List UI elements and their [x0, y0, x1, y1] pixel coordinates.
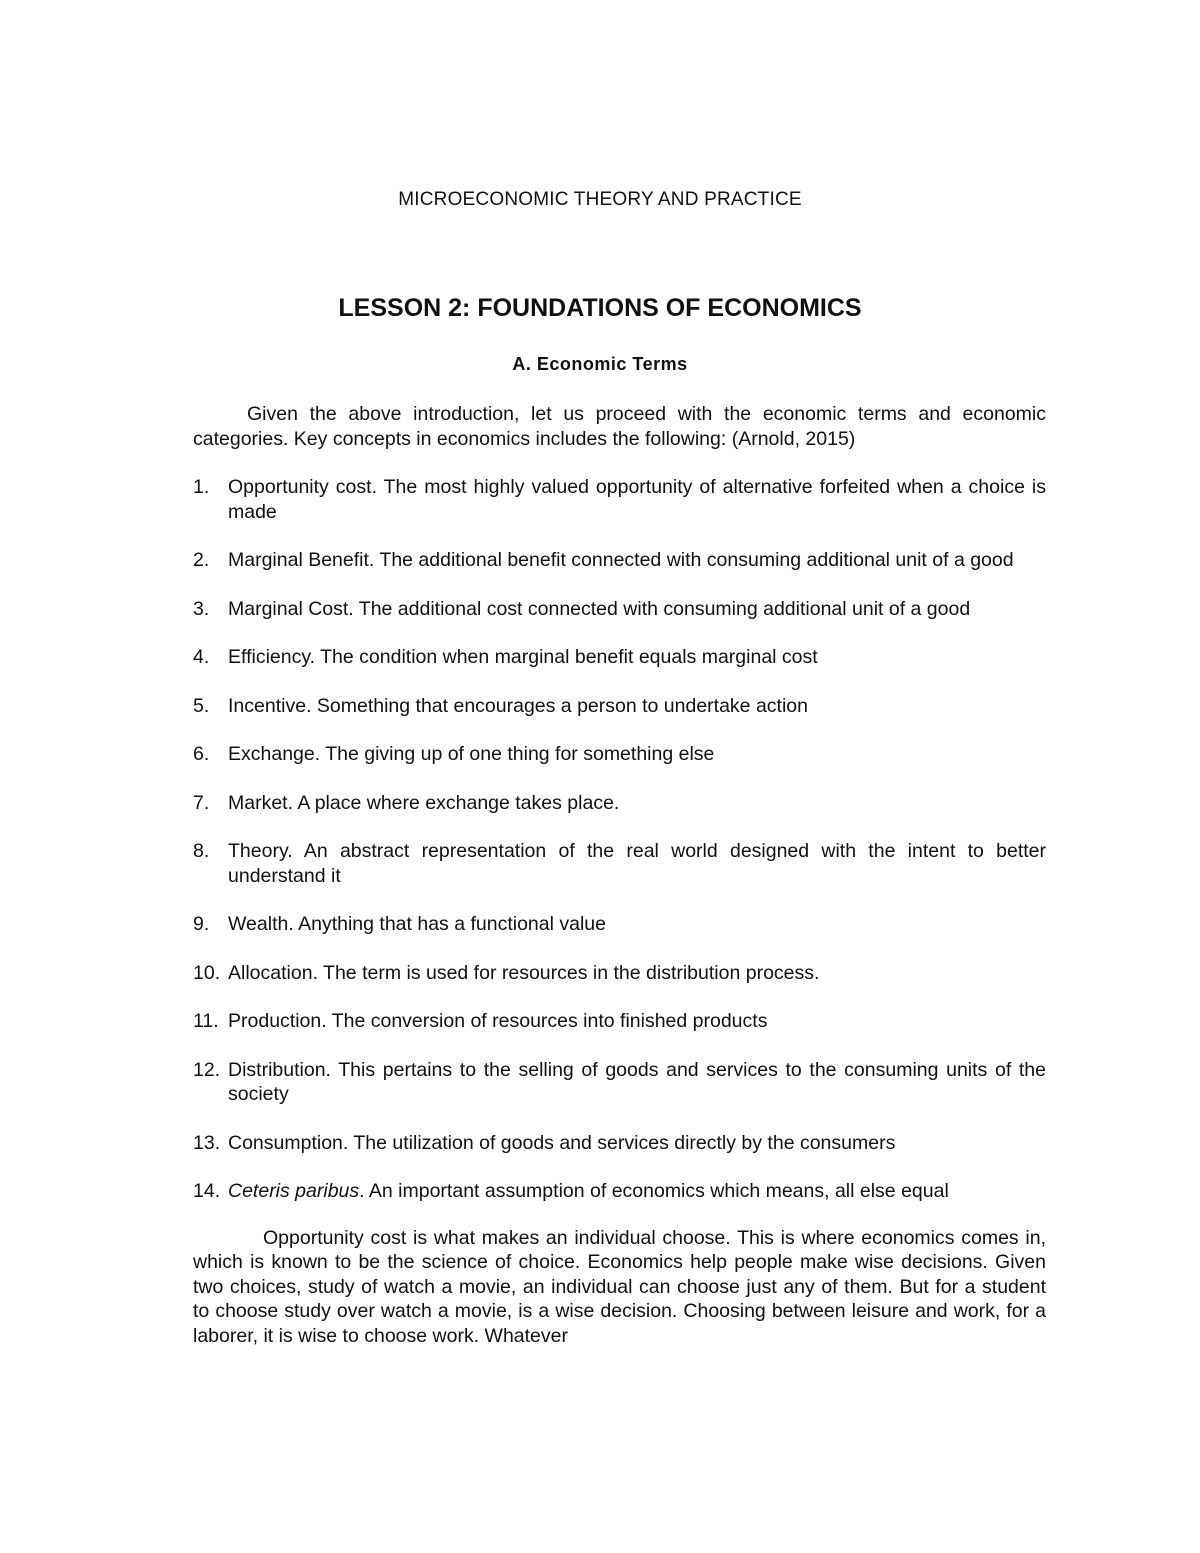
term-definition: . A place where exchange takes place. — [287, 791, 620, 814]
term-number: 7. — [193, 791, 210, 814]
term-number: 4. — [193, 646, 210, 668]
term-number: 8. — [193, 840, 210, 862]
term-number: 11. — [193, 1010, 219, 1032]
term-number: 14. — [193, 1180, 221, 1202]
term-definition: . The term is used for resources in the distribution process. — [312, 961, 820, 984]
term-name: Exchange — [228, 743, 315, 765]
term-number: 6. — [193, 743, 210, 765]
term-definition: . The utilization of goods and services directly by the consumers — [342, 1131, 896, 1154]
closing-paragraph: Opportunity cost is what makes an individual choose. This is where economics comes in, which is known to be the science of choice. Economics help people make wise decisions. Given two choices, study of watch a movie, an individual can choose just any of them. But for a student to choose study over watch a movie, is a wise decision. Choosing between leisure and work, for a laborer, it is wise to choose work. Whatever — [193, 1226, 1046, 1347]
term-definition: . The additional benefit connected with consuming additional unit of a good — [368, 549, 1014, 571]
term-number: 10. — [193, 961, 221, 984]
term-item — [193, 548, 1046, 573]
term-name: Marginal Benefit — [228, 549, 369, 571]
term-definition: . Anything that has a functional value — [288, 913, 606, 935]
term-item — [193, 1131, 1046, 1156]
term-definition: . This pertains to the selling of goods and services to the consuming units of the society — [228, 1058, 1046, 1105]
term-name: Allocation — [228, 961, 313, 984]
term-name: Market — [228, 791, 288, 814]
term-number: 12. — [193, 1058, 221, 1081]
term-number: 1. — [193, 476, 210, 498]
term-name: Ceteris paribus — [228, 1180, 360, 1202]
term-name: Efficiency — [228, 646, 310, 668]
term-number: 5. — [193, 694, 210, 717]
term-item — [193, 742, 1046, 767]
term-name: Marginal Cost — [228, 597, 349, 620]
term-item — [193, 791, 1046, 816]
term-number: 9. — [193, 913, 210, 935]
term-name: Opportunity cost — [228, 476, 372, 498]
intro-paragraph: Given the above introduction, let us proceed with the economic terms and economic categories. Key concepts in economics includes the following: (Arnold, 2015) — [193, 403, 1046, 450]
term-number: 3. — [193, 597, 210, 620]
term-definition: . The most highly valued opportunity of alternative forfeited when a choice is made — [228, 476, 1047, 523]
term-name: Wealth — [228, 913, 289, 935]
term-name: Consumption — [228, 1131, 343, 1154]
term-item — [193, 1009, 1046, 1034]
term-definition: . An important assumption of economics which means, all else equal — [359, 1180, 949, 1202]
term-number: 13. — [193, 1131, 221, 1154]
term-item — [193, 475, 1046, 524]
term-definition: . The giving up of one thing for something else — [314, 743, 715, 765]
economic-terms-list — [193, 475, 1046, 1204]
term-definition: . The additional cost connected with consuming additional unit of a good — [348, 597, 971, 620]
term-name: Theory — [228, 840, 288, 862]
term-item — [193, 694, 1046, 719]
document-body — [193, 402, 1046, 1348]
section-heading: A. Economic Terms — [512, 354, 688, 374]
term-item — [193, 1058, 1046, 1107]
document-header: MICROECONOMIC THEORY AND PRACTICE — [398, 189, 802, 210]
term-item — [193, 961, 1046, 986]
term-item — [193, 597, 1046, 622]
term-name: Production — [228, 1010, 322, 1032]
term-name: Distribution — [228, 1058, 326, 1081]
term-item — [193, 839, 1046, 888]
term-definition: . The condition when marginal benefit equals marginal cost — [309, 646, 818, 668]
term-item — [193, 912, 1046, 937]
term-name: Incentive — [228, 694, 307, 717]
term-definition: . An abstract representation of the real world designed with the intent to better understand it — [228, 840, 1046, 887]
term-item — [193, 645, 1046, 670]
term-number: 2. — [193, 549, 210, 571]
term-definition: . Something that encourages a person to undertake action — [306, 694, 808, 717]
term-item — [193, 1179, 1046, 1204]
lesson-title: LESSON 2: FOUNDATIONS OF ECONOMICS — [338, 294, 862, 322]
term-definition: . The conversion of resources into finished products — [321, 1010, 768, 1032]
